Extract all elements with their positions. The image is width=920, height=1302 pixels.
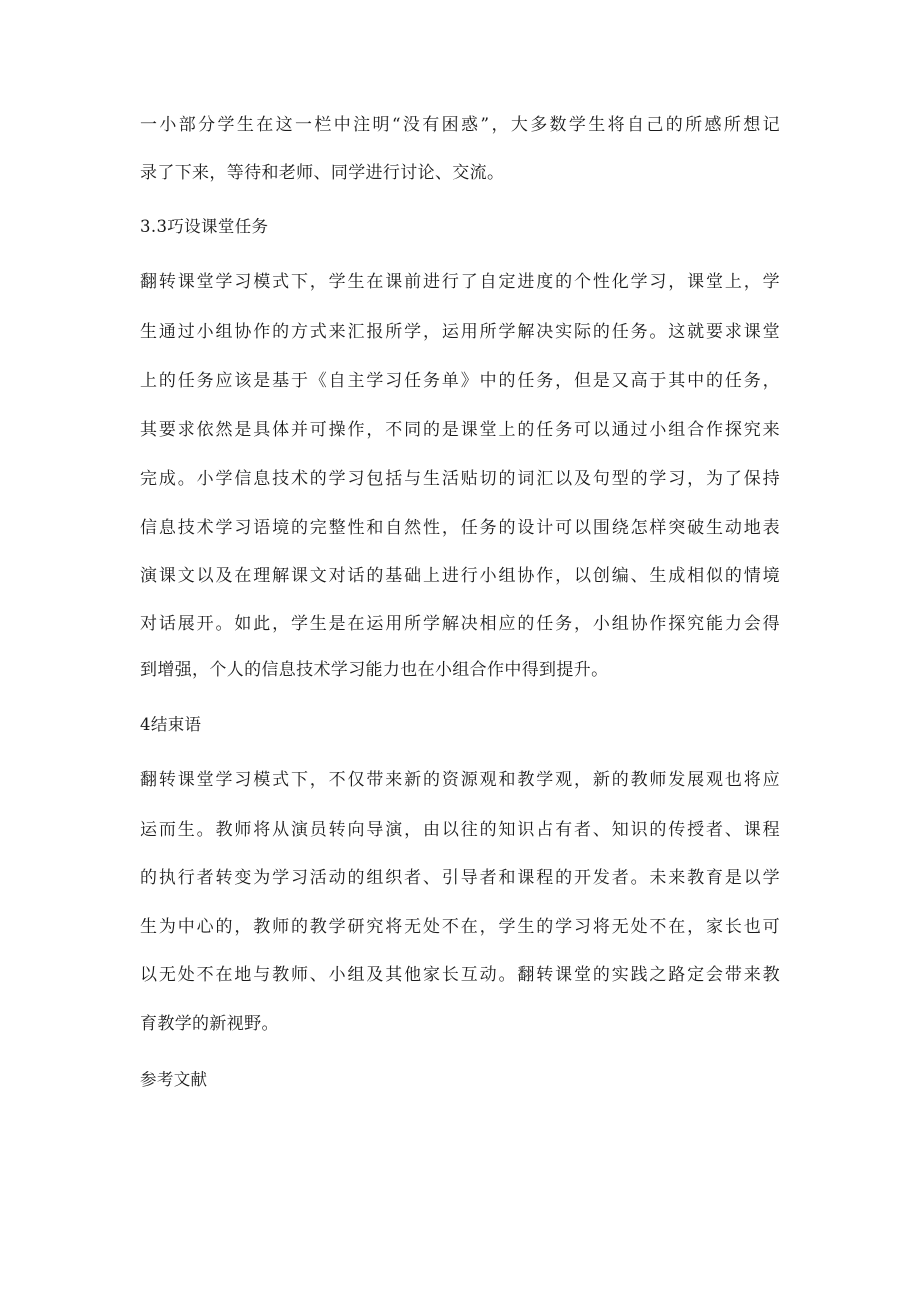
paragraph-3-line-2: 运而生。教师将从演员转向导演，由以往的知识占有者、知识的传授者、课程	[140, 820, 780, 840]
paragraph-1-line-2: 录了下来，等待和老师、同学进行讨论、交流。	[140, 163, 505, 183]
paragraph-2-line-3: 上的任务应该是基于《自主学习任务单》中的任务，但是又高于其中的任务，	[140, 371, 780, 391]
paragraph-2-line-1: 翻转课堂学习模式下，学生在课前进行了自定进度的个性化学习，课堂上，学	[140, 272, 780, 292]
paragraph-2-line-2: 生通过小组协作的方式来汇报所学，运用所学解决实际的任务。这就要求课堂	[140, 322, 780, 342]
paragraph-1-line-1: 一小部分学生在这一栏中注明“没有困惑”，大多数学生将自己的所感所想记	[140, 115, 780, 135]
paragraph-2-line-8: 对话展开。如此，学生是在运用所学解决相应的任务，小组协作探究能力会得	[140, 614, 780, 634]
references-heading: 参考文献	[140, 1070, 208, 1089]
paragraph-2-line-9: 到增强，个人的信息技术学习能力也在小组合作中得到提升。	[140, 660, 609, 680]
section-heading-3-3: 3.3巧设课堂任务	[140, 217, 269, 236]
paragraph-2-line-7: 演课文以及在理解课文对话的基础上进行小组协作，以创编、生成相似的情境	[140, 566, 780, 586]
paragraph-2-line-6: 信息技术学习语境的完整性和自然性，任务的设计可以围绕怎样突破生动地表	[140, 518, 780, 538]
paragraph-3-line-3: 的执行者转变为学习活动的组织者、引导者和课程的开发者。未来教育是以学	[140, 868, 780, 888]
section-heading-4: 4结束语	[140, 715, 202, 734]
paragraph-3-line-1: 翻转课堂学习模式下，不仅带来新的资源观和教学观，新的教师发展观也将应	[140, 770, 780, 790]
paragraph-3-line-4: 生为中心的，教师的教学研究将无处不在，学生的学习将无处不在，家长也可	[140, 917, 780, 937]
paragraph-3-line-6: 育教学的新视野。	[140, 1014, 279, 1034]
paragraph-3-line-5: 以无处不在地与教师、小组及其他家长互动。翻转课堂的实践之路定会带来教	[140, 965, 780, 985]
paragraph-2-line-5: 完成。小学信息技术的学习包括与生活贴切的词汇以及句型的学习，为了保持	[140, 469, 780, 489]
paragraph-2-line-4: 其要求依然是具体并可操作，不同的是课堂上的任务可以通过小组合作探究来	[140, 420, 780, 440]
